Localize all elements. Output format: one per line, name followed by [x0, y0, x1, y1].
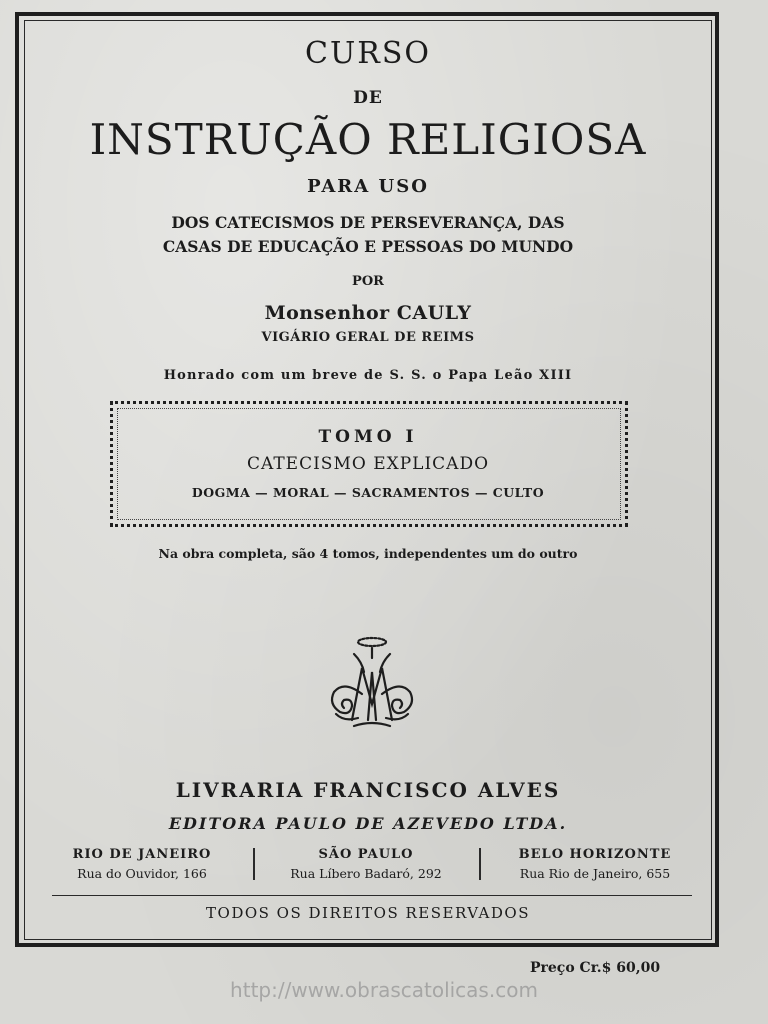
- by-label: POR: [352, 274, 384, 289]
- book-title: INSTRUÇÃO RELIGIOSA: [89, 115, 647, 164]
- city-name: RIO DE JANEIRO: [72, 847, 212, 862]
- marian-monogram-icon: [324, 632, 420, 730]
- city-address: Rua do Ouvidor, 166: [77, 866, 207, 881]
- city-sao-paulo: [256, 847, 476, 881]
- title-curso: CURSO: [305, 36, 431, 71]
- city-belo-horizonte: [485, 847, 705, 881]
- city-rio: [32, 847, 252, 881]
- work-note: Na obra completa, são 4 tomos, independentes um do outro: [158, 546, 578, 561]
- volume-title: CATECISMO EXPLICADO: [246, 454, 490, 474]
- volume-sections: DOGMA — MORAL — SACRAMENTOS — CULTO: [191, 485, 545, 500]
- author-name: Monsenhor CAULY: [264, 302, 472, 324]
- subtitle-line-1: DOS CATECISMOS DE PERSEVERANÇA, DAS: [171, 213, 565, 232]
- volume-number: TOMO I: [318, 427, 418, 447]
- subtitle-line-2: CASAS DE EDUCAÇÃO E PESSOAS DO MUNDO: [162, 237, 574, 256]
- divider: [253, 848, 255, 880]
- price-label: Preço Cr.$ 60,00: [530, 960, 661, 976]
- city-address: Rua Rio de Janeiro, 655: [519, 866, 671, 881]
- watermark-url: http://www.obrascatolicas.com: [230, 978, 538, 1002]
- rule: [52, 895, 692, 896]
- city-address: Rua Líbero Badaró, 292: [290, 866, 442, 881]
- city-name: BELO HORIZONTE: [518, 847, 672, 862]
- city-name: SÃO PAULO: [318, 847, 414, 862]
- divider: [479, 848, 481, 880]
- author-role: VIGÁRIO GERAL DE REIMS: [261, 330, 475, 345]
- publisher-editora: EDITORA PAULO DE AZEVEDO LTDA.: [168, 814, 568, 833]
- title-de: DE: [353, 88, 383, 108]
- papal-honor: Honrado com um breve de S. S. o Papa Leão XIII: [163, 368, 573, 383]
- rights-notice: TODOS OS DIREITOS RESERVADOS: [206, 904, 530, 922]
- publisher-name: LIVRARIA FRANCISCO ALVES: [175, 778, 561, 802]
- purpose-label: PARA USO: [307, 176, 429, 197]
